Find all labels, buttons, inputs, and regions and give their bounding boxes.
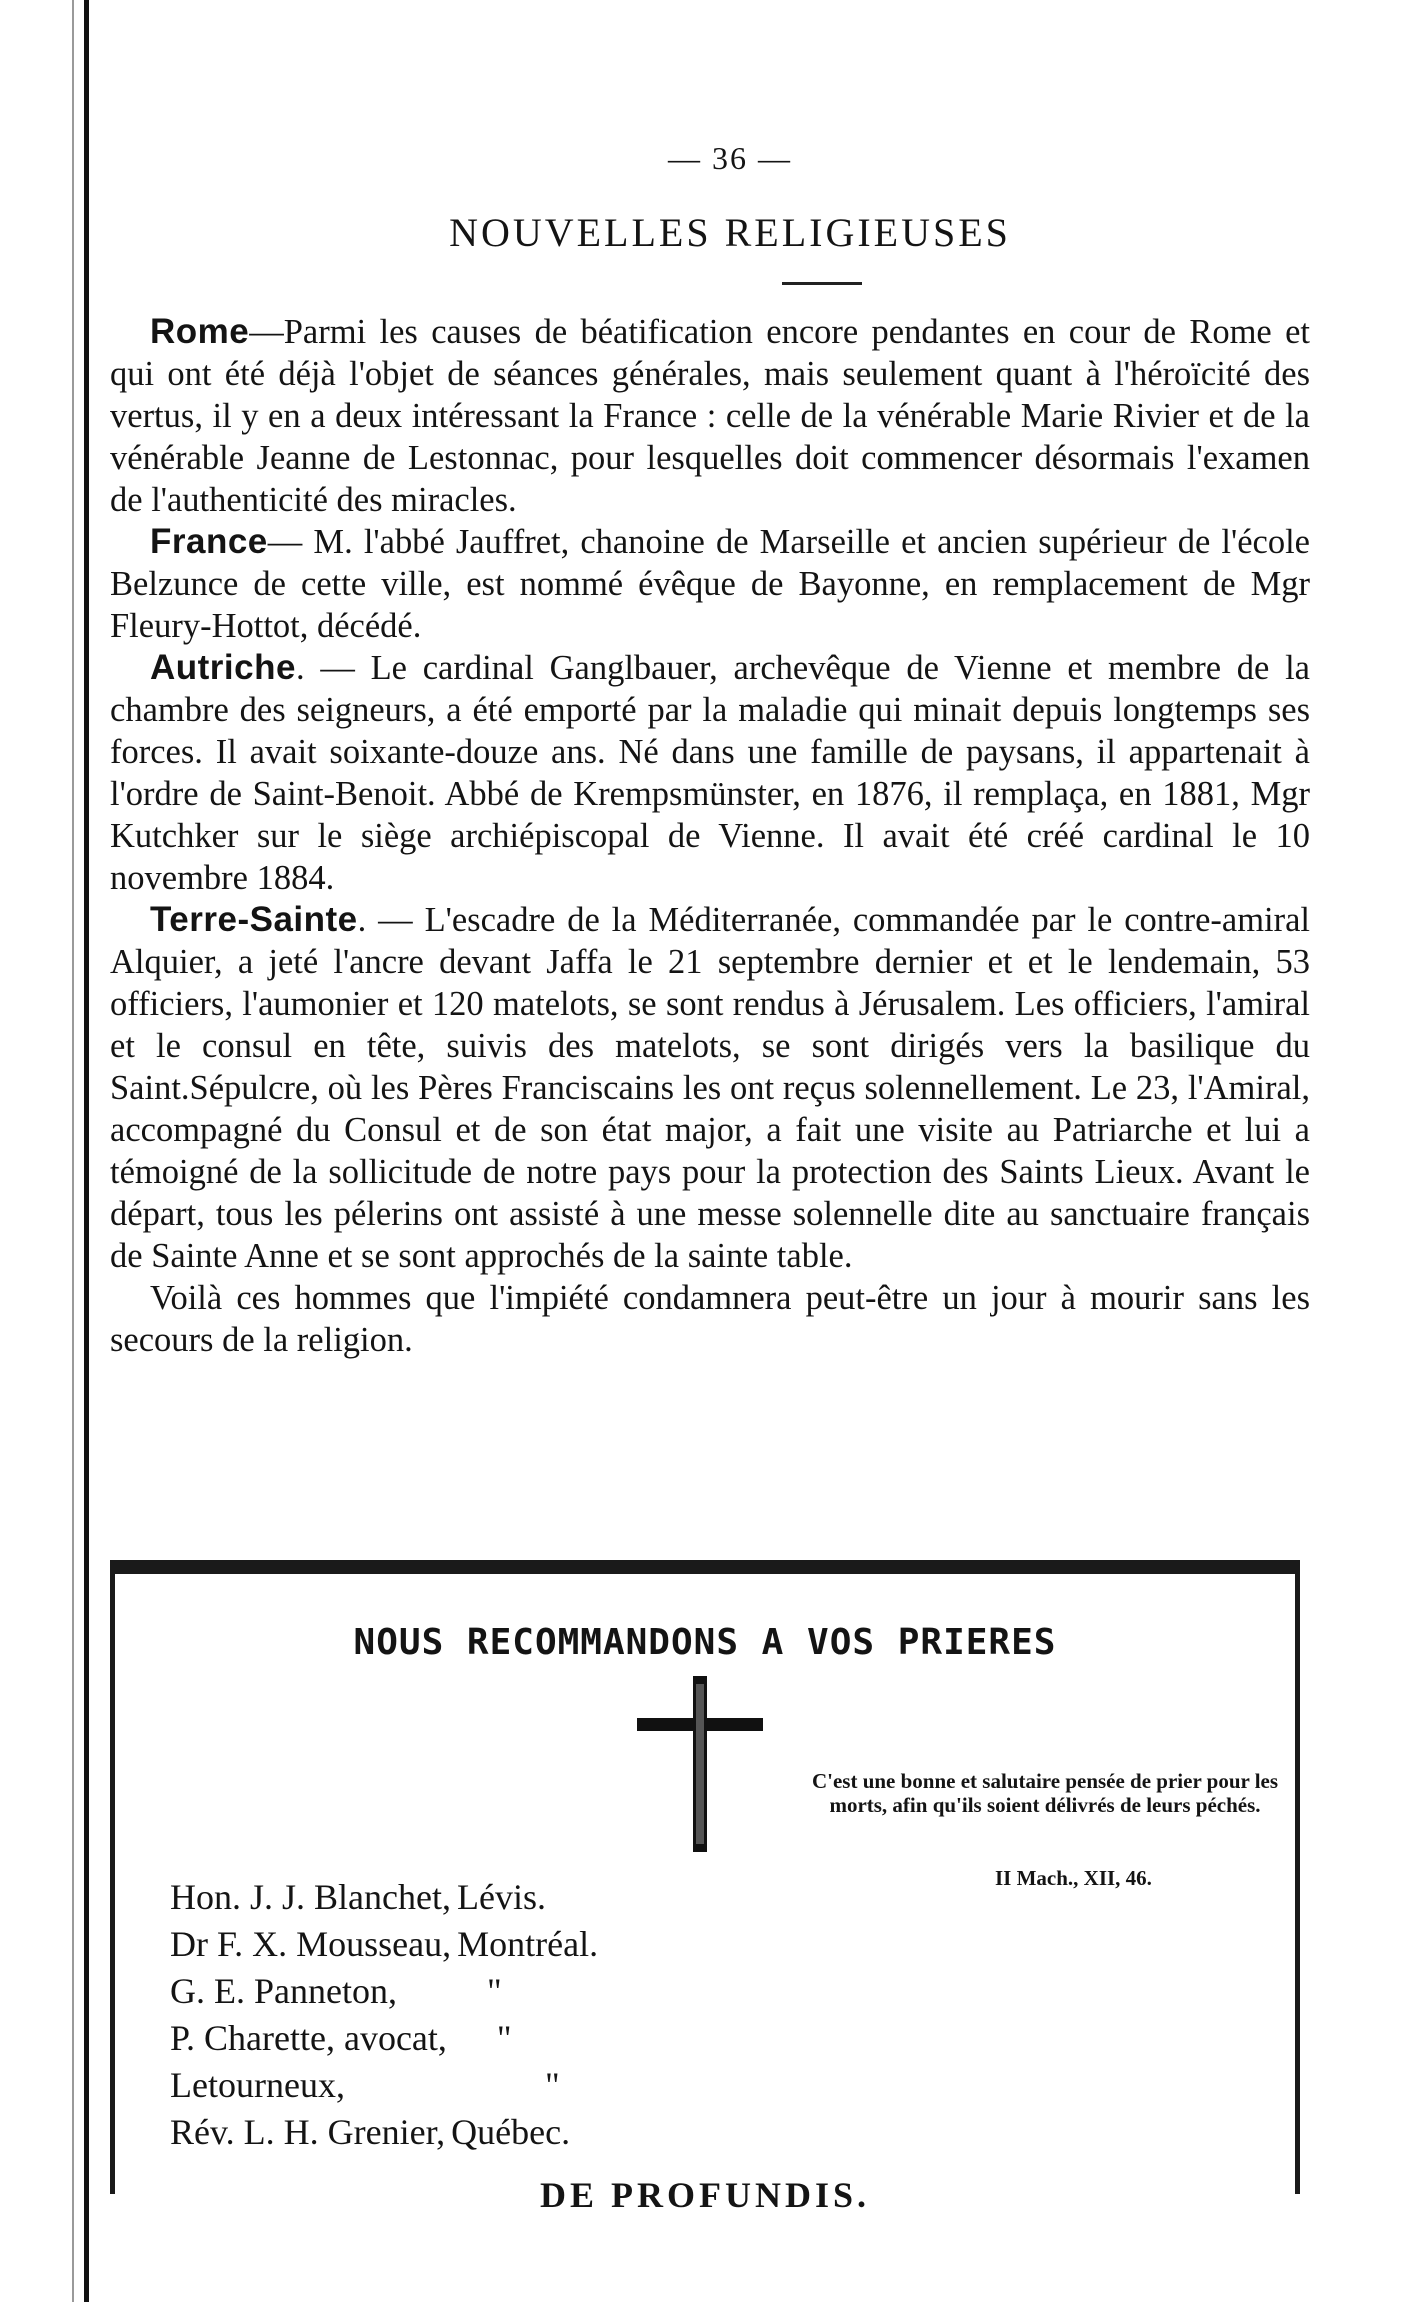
deceased-name: G. E. Panneton, bbox=[170, 1971, 397, 2011]
article-text: Voilà ces hommes que l'impiété condamnera peut-être un jour à mourir sans les secours de la religion. bbox=[110, 1279, 1310, 1359]
scripture-quote: C'est une bonne et salutaire pensée de prier pour les morts, afin qu'ils soient délivrés de leurs péchés. bbox=[811, 1769, 1279, 1817]
article-terre-sainte bbox=[110, 899, 1310, 1277]
article-autriche bbox=[110, 647, 1310, 899]
list-item bbox=[170, 1968, 598, 2015]
prayer-heading: NOUS RECOMMANDONS A VOS PRIERES bbox=[353, 1622, 1057, 1663]
article-lead: France bbox=[150, 522, 268, 561]
article-lead: Terre-Sainte bbox=[150, 900, 358, 939]
deceased-name: Dr F. X. Mousseau, bbox=[170, 1924, 452, 1964]
article-text: . — Le cardinal Ganglbauer, archevêque de Vienne et membre de la chambre des seigneurs, a été emporté par la maladie qui minait depuis longtemps ses forces. Il avait soixante-douze ans. Né dans une famille de paysans, il appartenait à l'ordre de Saint-Benoit. Abbé de Krempsmünster, en 1876, il remplaça, en 1881, Mgr Kutchker sur le siège archiépiscopal de Vienne. Il avait été créé cardinal le 10 novembre 1884. bbox=[110, 649, 1310, 897]
deceased-place: Montréal. bbox=[457, 1924, 599, 1964]
deceased-place: Québec. bbox=[451, 2112, 571, 2152]
section-title: NOUVELLES RELIGIEUSES bbox=[449, 210, 1011, 255]
page-binding-edge bbox=[84, 0, 89, 2302]
deceased-place: " bbox=[544, 2065, 560, 2105]
article-lead: Rome bbox=[150, 312, 250, 351]
prayer-box bbox=[110, 1560, 1300, 2215]
page-number: — 36 — bbox=[668, 140, 792, 176]
list-item bbox=[170, 2109, 598, 2156]
article-france bbox=[110, 521, 1310, 647]
deceased-place: Lévis. bbox=[456, 1877, 546, 1917]
deceased-place: " bbox=[496, 2018, 512, 2058]
closing-prayer: DE PROFUNDIS. bbox=[539, 2175, 870, 2215]
page-edge-shadow bbox=[72, 0, 74, 2302]
article-text: . — L'escadre de la Méditerranée, commandée par le contre-amiral Alquier, a jeté l'ancre devant Jaffa le 21 septembre dernier et et le lendemain, 53 officiers, l'aumonier et 120 matelots, se sont rendus à Jérusalem. Les officiers, l'amiral et le consul en tête, suivis des matelots, se sont dirigés vers la basilique du Saint.Sépulcre, où les Pères Franciscains les ont reçus solennellement. Le 23, l'Amiral, accompagné du Consul et de son état major, a fait une visite au Patriarche et lui a témoigné de la sollicitude de notre pays pour la protection des Saints Lieux. Avant le départ, tous les pélerins ont assisté à une messe solennelle dite au sanctuaire français de Sainte Anne et se sont approchés de la sainte table. bbox=[110, 901, 1310, 1275]
title-divider bbox=[782, 282, 862, 285]
deceased-name: Letourneux, bbox=[170, 2065, 345, 2105]
article-text: —Parmi les causes de béatification encore pendantes en cour de Rome et qui ont été déjà l'objet de séances générales, mais seulement quant à l'héroïcité des vertus, il y en a deux intéressant la France : celle de la vénérable Marie Rivier et de la vénérable Jeanne de Lestonnac, pour lesquelles doit commencer désormais l'examen de l'authenticité des miracles. bbox=[110, 313, 1310, 519]
list-item bbox=[170, 2015, 598, 2062]
deceased-place: " bbox=[486, 1971, 502, 2011]
deceased-name: P. Charette, avocat, bbox=[170, 2018, 447, 2058]
deceased-name: Hon. J. J. Blanchet, bbox=[170, 1877, 451, 1917]
latin-cross-icon bbox=[635, 1674, 765, 1854]
article-lead: Autriche bbox=[150, 648, 296, 687]
article-closing-remark bbox=[110, 1277, 1310, 1361]
article-text: — M. l'abbé Jauffret, chanoine de Marseille et ancien supérieur de l'école Belzunce de cette ville, est nommé évêque de Bayonne, en remplacement de Mgr Fleury-Hottot, décédé. bbox=[110, 523, 1310, 645]
deceased-list bbox=[170, 1874, 598, 2156]
article-rome bbox=[110, 311, 1310, 521]
list-item bbox=[170, 1921, 598, 1968]
deceased-name: Rév. L. H. Grenier, bbox=[170, 2112, 446, 2152]
scripture-reference: II Mach., XII, 46. bbox=[995, 1866, 1152, 1890]
list-item bbox=[170, 1874, 598, 1921]
page-content bbox=[110, 140, 1310, 1361]
list-item bbox=[170, 2062, 598, 2109]
